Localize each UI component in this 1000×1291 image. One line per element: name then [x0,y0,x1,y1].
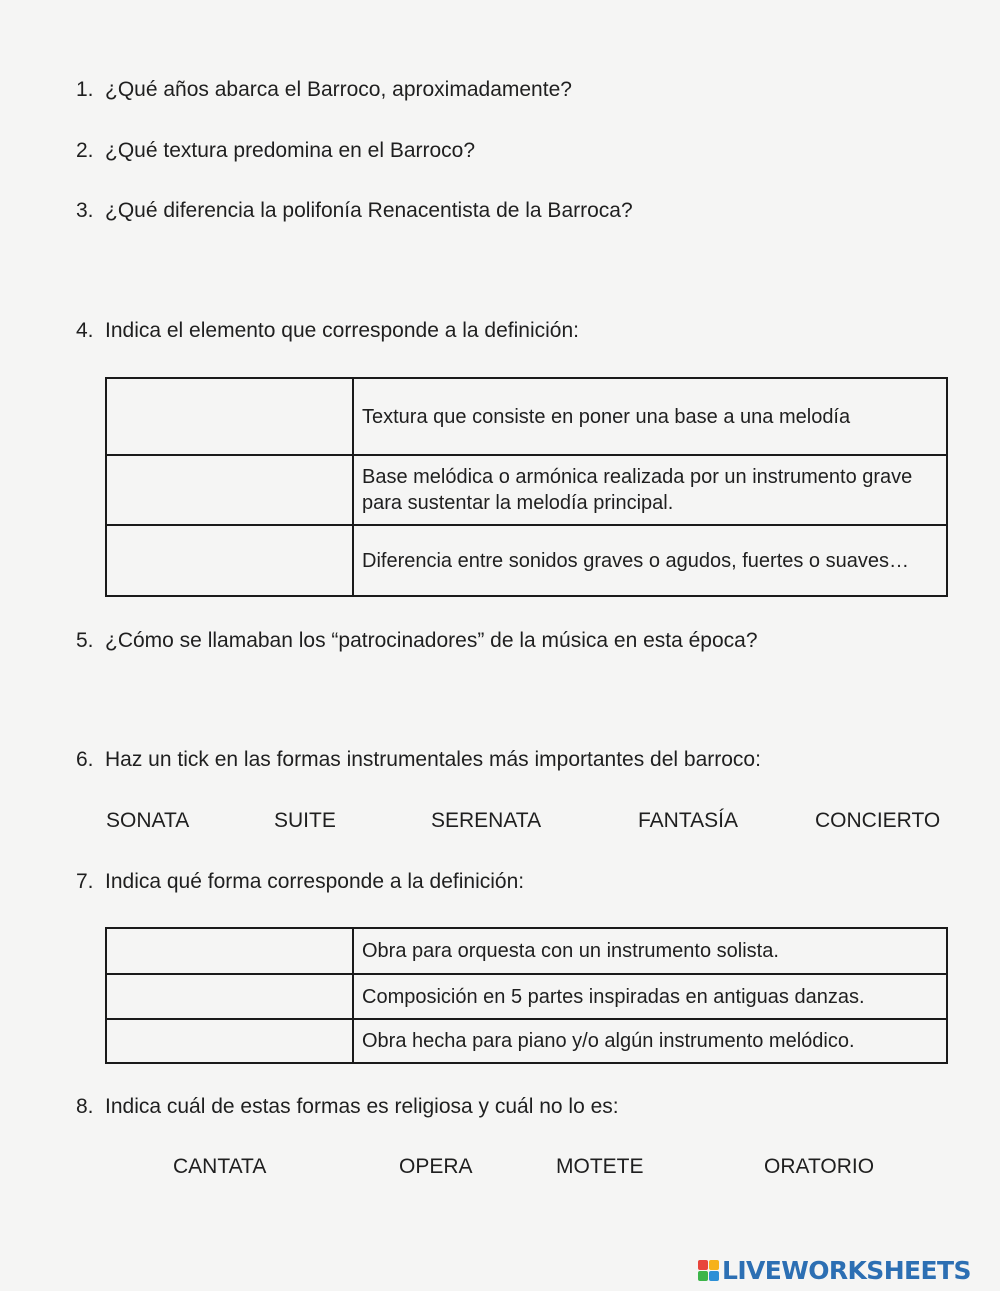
option-oratorio[interactable]: ORATORIO [764,1155,875,1178]
option-serenata[interactable]: SERENATA [431,809,542,832]
brand-name: LIVEWORKSHEETS [722,1256,971,1285]
question-text: Haz un tick en las formas instrumentales más importantes del barroco: [105,748,761,771]
question-text: Indica cuál de estas formas es religiosa y cuál no lo es: [105,1095,619,1118]
question-5 [76,628,758,654]
question-number: 2. [76,139,94,162]
question-4 [76,318,579,344]
answer-cell[interactable] [106,525,353,596]
logo-blocks-icon [698,1260,719,1281]
answer-cell[interactable] [106,1019,353,1063]
question-8 [76,1094,619,1120]
question-text: Indica el elemento que corresponde a la definición: [105,319,579,342]
logo-block [709,1260,719,1270]
answer-cell[interactable] [106,378,353,455]
definition-table-1 [105,377,948,597]
question-number: 7. [76,870,94,893]
question-6 [76,747,761,773]
question-3 [76,198,633,224]
question-number: 6. [76,748,94,771]
definition-cell: Diferencia entre sonidos graves o agudos, fuertes o suaves… [353,525,947,596]
question-text: ¿Qué años abarca el Barroco, aproximadamente? [105,78,572,101]
definition-cell: Obra hecha para piano y/o algún instrumento melódico. [353,1019,947,1063]
question-number: 8. [76,1095,94,1118]
question-2 [76,138,475,164]
answer-cell[interactable] [106,974,353,1019]
question-number: 1. [76,78,94,101]
option-motete[interactable]: MOTETE [556,1155,644,1178]
definition-table-2 [105,927,948,1064]
option-fantasia[interactable]: FANTASÍA [638,809,738,832]
option-cantata[interactable]: CANTATA [173,1155,267,1178]
table-row [106,928,947,974]
question-text: ¿Cómo se llamaban los “patrocinadores” de la música en esta época? [105,629,758,652]
question-number: 3. [76,199,94,222]
question-number: 5. [76,629,94,652]
definition-cell: Obra para orquesta con un instrumento solista. [353,928,947,974]
question-text: Indica qué forma corresponde a la definición: [105,870,525,893]
question-7 [76,869,524,895]
table-row [106,1019,947,1063]
logo-block [709,1271,719,1281]
option-suite[interactable]: SUITE [274,809,336,832]
answer-cell[interactable] [106,455,353,525]
option-sonata[interactable]: SONATA [106,809,190,832]
option-concierto[interactable]: CONCIERTO [815,809,941,832]
question-text: ¿Qué diferencia la polifonía Renacentista de la Barroca? [105,199,633,222]
logo-block [698,1271,708,1281]
table-row [106,974,947,1019]
definition-cell: Base melódica o armónica realizada por un instrumento grave para sustentar la melodía principal. [353,455,947,525]
logo-block [698,1260,708,1270]
table-row [106,525,947,596]
liveworksheets-logo [698,1256,971,1285]
option-opera[interactable]: OPERA [399,1155,473,1178]
question-number: 4. [76,319,94,342]
answer-cell[interactable] [106,928,353,974]
table-row [106,455,947,525]
question-1 [76,77,572,103]
definition-cell: Composición en 5 partes inspiradas en antiguas danzas. [353,974,947,1019]
question-text: ¿Qué textura predomina en el Barroco? [105,139,476,162]
definition-cell: Textura que consiste en poner una base a una melodía [353,378,947,455]
table-row [106,378,947,455]
